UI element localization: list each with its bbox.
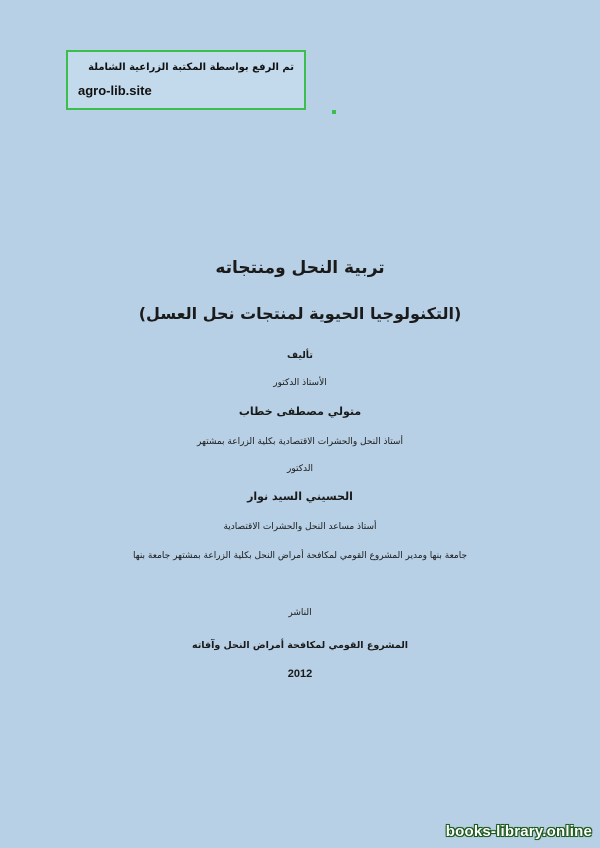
- publisher-name: المشروع القومي لمكافحة أمراض النحل وآفاته: [191, 640, 409, 651]
- authored-label: تأليف: [287, 350, 313, 361]
- author2-name: الحسيني السيد نوار: [247, 490, 353, 503]
- publication-year: 2012: [287, 668, 313, 680]
- author1-rank: الأستاذ الدكتور: [273, 378, 327, 388]
- author2-rank: الدكتور: [287, 464, 313, 474]
- author2-affiliation: جامعة بنها ومدير المشروع القومي لمكافحة أمراض النحل بكلية الزراعة بمشتهر جامعة بنها: [132, 551, 468, 561]
- book-subtitle: (التكنولوجيا الحيوية لمنتجات نحل العسل): [138, 304, 462, 323]
- upload-stamp: [66, 50, 306, 110]
- author1-position: أستاذ النحل والحشرات الاقتصادية بكلية الزراعة بمشتهر: [197, 437, 403, 447]
- author2-position: أستاذ مساعد النحل والحشرات الاقتصادية: [223, 522, 377, 532]
- green-dot: [332, 110, 336, 114]
- stamp-site-link[interactable]: agro-lib.site: [78, 83, 152, 98]
- watermark-site: books-library.online: [445, 823, 592, 840]
- publisher-label: الناشر: [288, 608, 312, 618]
- book-title: تربية النحل ومنتجاته: [215, 258, 385, 278]
- author1-name: متولي مصطفى خطاب: [238, 405, 362, 418]
- stamp-arabic-text: تم الرفع بواسطة المكتبة الزراعية الشاملة: [88, 62, 294, 73]
